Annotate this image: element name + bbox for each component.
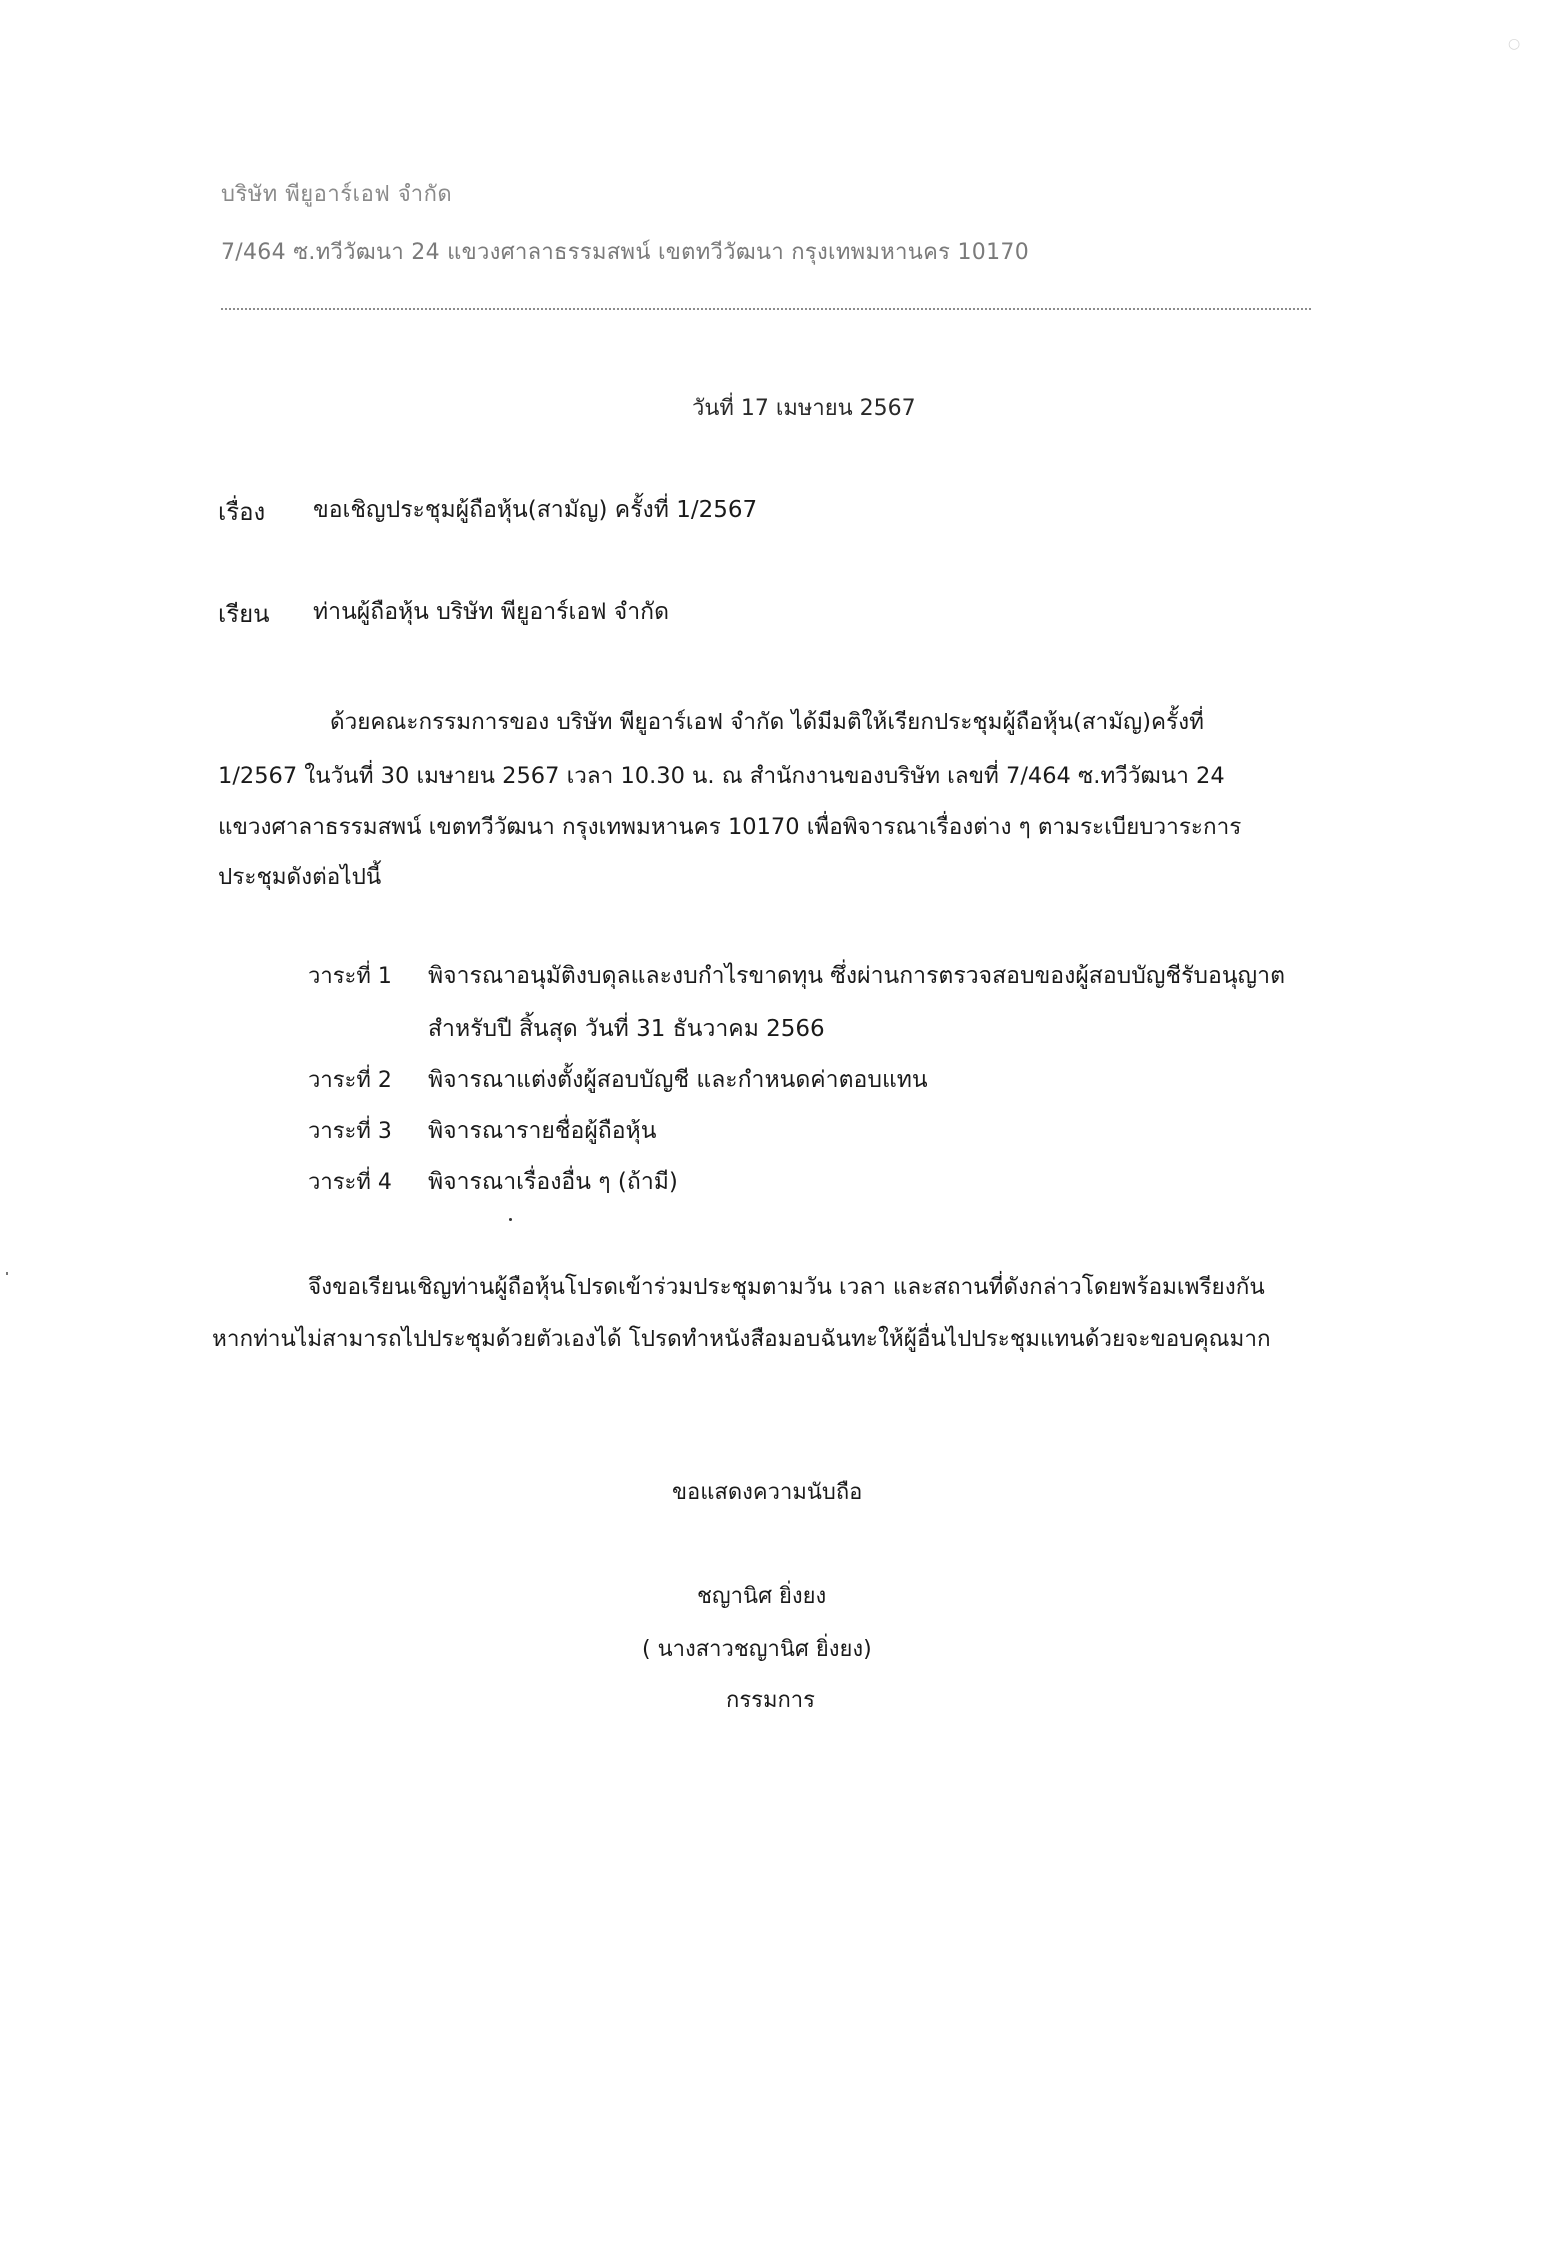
letterhead-address: 7/464 ซ.ทวีวัฒนา 24 แขวงศาลาธรรมสพน์ เขตทวีวัฒนา กรุงเทพมหานคร 10170 <box>221 240 1029 265</box>
paragraph-1-line: 1/2567 ในวันที่ 30 เมษายน 2567 เวลา 10.30 น. ณ สำนักงานของบริษัท เลขที่ 7/464 ซ.ทวีวัฒนา 24 <box>218 763 1225 789</box>
signature-title: กรรมการ <box>726 1688 815 1713</box>
recipient-label: เรียน <box>218 600 270 628</box>
agenda-item-label: วาระที่ 2 <box>308 1068 392 1093</box>
subject-text: ขอเชิญประชุมผู้ถือหุ้น(สามัญ) ครั้งที่ 1/2567 <box>313 497 758 523</box>
recipient-text: ท่านผู้ถือหุ้น บริษัท พียูอาร์เอฟ จำกัด <box>313 599 670 625</box>
letter-date: วันที่ 17 เมษายน 2567 <box>692 396 916 421</box>
agenda-item-text: พิจารณารายชื่อผู้ถือหุ้น <box>428 1118 657 1144</box>
agenda-item-continuation: สำหรับปี สิ้นสุด วันที่ 31 ธันวาคม 2566 <box>428 1016 825 1042</box>
paragraph-1-line: ด้วยคณะกรรมการของ บริษัท พียูอาร์เอฟ จำกัด ได้มีมติให้เรียกประชุมผู้ถือหุ้น(สามัญ)ครั้งที่ <box>330 709 1204 735</box>
paragraph-1-line: ประชุมดังต่อไปนี้ <box>218 864 382 890</box>
letterhead-divider <box>221 308 1311 310</box>
closing-salutation: ขอแสดงความนับถือ <box>672 1480 863 1505</box>
agenda-item-label: วาระที่ 3 <box>308 1119 392 1144</box>
paragraph-1-line: แขวงศาลาธรรมสพน์ เขตทวีวัฒนา กรุงเทพมหานคร 10170 เพื่อพิจารณาเรื่องต่าง ๆ ตามระเบียบวาระการ <box>218 814 1242 840</box>
agenda-item-label: วาระที่ 4 <box>308 1170 392 1195</box>
signature-name: ชญานิศ ยิ่งยง <box>697 1584 827 1609</box>
agenda-item-text: พิจารณาแต่งตั้งผู้สอบบัญชี และกำหนดค่าตอบแทน <box>428 1067 928 1093</box>
agenda-item-text: พิจารณาอนุมัติงบดุลและงบกำไรขาดทุน ซึ่งผ่านการตรวจสอบของผู้สอบบัญชีรับอนุญาต <box>428 963 1286 989</box>
scan-artifact-edge <box>6 1272 8 1275</box>
subject-label: เรื่อง <box>218 498 266 526</box>
scan-artifact-mark: ○ <box>1508 36 1521 52</box>
agenda-item-label: วาระที่ 1 <box>308 964 392 989</box>
agenda-item-text: พิจารณาเรื่องอื่น ๆ (ถ้ามี) <box>428 1169 678 1195</box>
scan-artifact-dot <box>509 1218 512 1221</box>
paragraph-2-line: จึงขอเรียนเชิญท่านผู้ถือหุ้นโปรดเข้าร่วมประชุมตามวัน เวลา และสถานที่ดังกล่าวโดยพร้อมเพรียงกัน <box>308 1274 1265 1300</box>
paragraph-2-line: หากท่านไม่สามารถไปประชุมด้วยตัวเองได้ โปรดทำหนังสือมอบฉันทะให้ผู้อื่นไปประชุมแทนด้วยจะขอบคุณมาก <box>212 1326 1271 1352</box>
signature-full-name: ( นางสาวชญานิศ ยิ่งยง) <box>642 1637 872 1662</box>
letterhead-company-name: บริษัท พียูอาร์เอฟ จำกัด <box>221 182 453 207</box>
